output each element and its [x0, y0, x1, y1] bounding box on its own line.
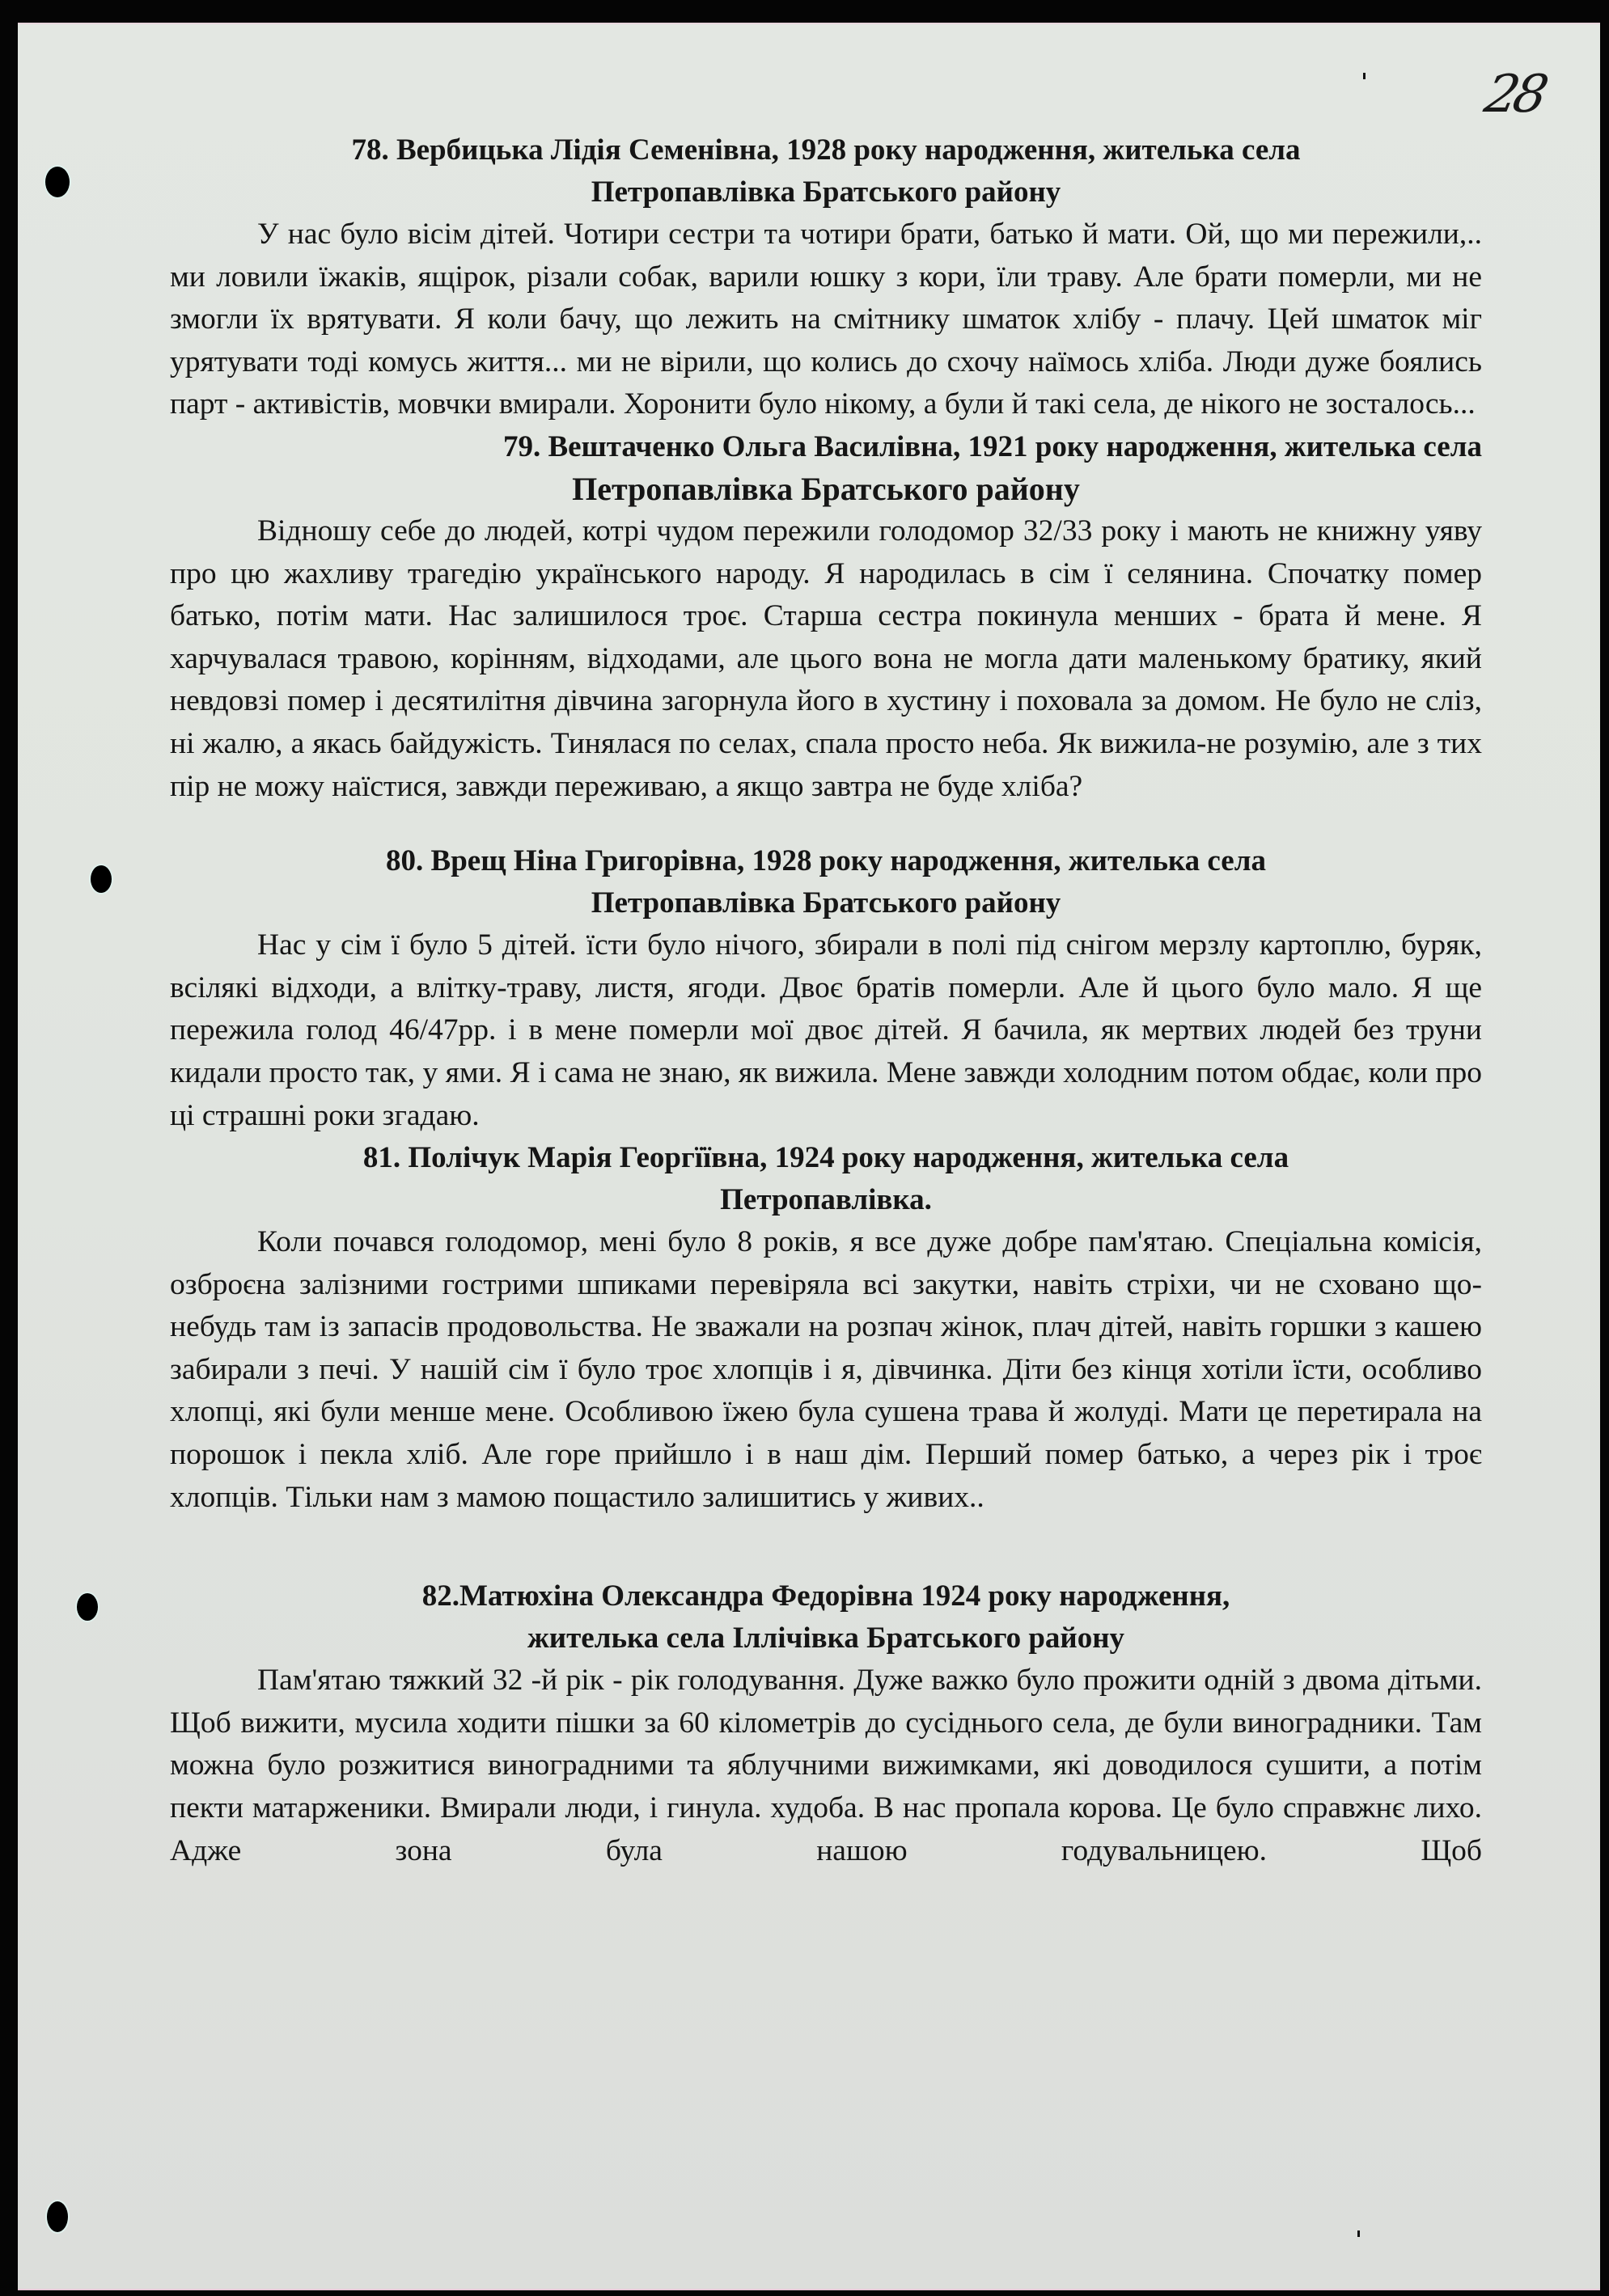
punch-hole [45, 167, 70, 197]
testimony-81 [170, 1137, 1482, 1519]
heading-line-2: Петропавлівка Братського району [572, 470, 1080, 507]
testimony-text: Коли почався голодомор, мені було 8 років, я все дуже добре пам'ятаю. Спеціальна комісія, озброєна залізними гострими шпиками перевіряла всі закутки, навіть стріхи, чи не сховано що-небудь там із запасів продовольства. Не зважали на розпач жінок, плач дітей, навіть горшки з кашею забирали з печі. У нашій сім ї було троє хлопців і я, дівчинка. Діти без кінця хотіли їсти, особливо хлопці, які були менше мене. Особливою їжею була сушена трава й жолуді. Мати це перетирала на порошок і пекла хліб. Але горе прийшло і в наш дім. Перший помер батько, а через рік і троє хлопців. Тільки нам з мамою пощастило залишитись у живих.. [170, 1225, 1482, 1514]
testimony-82 [170, 1575, 1482, 1872]
testimony-79 [170, 426, 1482, 808]
section-spacer [170, 1519, 1482, 1575]
testimony-78 [170, 129, 1482, 426]
testimony-heading [170, 1137, 1482, 1221]
section-spacer [170, 808, 1482, 840]
testimony-heading [170, 840, 1482, 924]
heading-line-2: жителька села Іллічівка Братського району [527, 1622, 1125, 1655]
testimony-text: У нас було вісім дітей. Чотири сестри та чотири брати, батько й мати. Ой, що ми пережили,.. ми ловили їжаків, ящірок, різали собак, варили юшку з кори, їли траву. Але брати померли, ми не змогли їх врятувати. Я коли бачу, що лежить на смітнику шматок хлібу - плачу. Цей шматок міг урятувати тоді комусь життя... ми не вірили, що колись до схочу наїмось хліба. Люди дуже боялись парт - активістів, мовчки вмирали. Хоронити було нікому, а були й такі села, де нікого не зосталось... [170, 218, 1482, 421]
testimony-heading [170, 129, 1482, 214]
ink-speck [1363, 73, 1366, 79]
punch-hole [47, 2201, 68, 2232]
heading-line-1: 81. Полічук Марія Георгїївна, 1924 року народження, жителька села [362, 1141, 1289, 1175]
handwritten-page-number: 28 [1480, 65, 1549, 125]
ink-speck [1357, 2230, 1360, 2237]
testimony-text: Нас у сім ї було 5 дітей. їсти було нічого, збирали в полі під снігом мерзлу картоплю, буряк, всілякі відходи, а влітку-траву, листя, ягоди. Двоє братів померли. Але й цього було мало. Я ще пережила голод 46/47рр. і в мене померли мої двоє дітей. Я бачила, як мертвих людей без труни кидали просто так, у ями. Я і сама не знаю, як вижила. Мене завжди холодним потом обдає, коли про ці страшні роки згадаю. [170, 928, 1482, 1132]
heading-line-1: 79. Вештаченко Ольга Василівна, 1921 року народження, жителька села [502, 429, 1482, 463]
document-content [170, 129, 1482, 1872]
testimony-heading [170, 426, 1482, 510]
heading-line-1: 82.Матюхіна Олександра Федорівна 1924 року народження, [421, 1579, 1230, 1613]
testimony-80 [170, 840, 1482, 1137]
punch-hole [91, 865, 112, 893]
testimony-heading [170, 1575, 1482, 1660]
punch-hole [77, 1593, 98, 1621]
heading-line-2: Петропавлівка. [720, 1183, 932, 1217]
heading-line-2: Петропавлівка Братського району [591, 175, 1061, 209]
heading-line-1: 80. Врещ Ніна Григорівна, 1928 року народження, жителька села [386, 844, 1266, 878]
heading-line-1: 78. Вербицька Лідія Семенівна, 1928 року народження, жителька села [351, 133, 1301, 167]
testimony-text: Відношу себе до людей, котрі чудом пережили голодомор 32/33 року і мають не книжну уяву про цю жахливу трагедію українського народу. Я народилась в сім ї селянина. Спочатку помер батько, потім мати. Нас залишилося троє. Старша сестра покинула менших - брата й мене. Я харчувалася травою, корінням, відходами, але цього вона не могла дати маленькому братику, який невдовзі помер і десятилітня дівчина загорнула його в хустину і поховала за домом. Не було не сліз, ні жалю, а якась байдужість. Тинялася по селах, спала просто неба. Як вижила-не розумію, але з тих пір не можу наїстися, завжди переживаю, а якщо завтра не буде хліба? [170, 514, 1482, 803]
heading-line-2: Петропавлівка Братського району [591, 886, 1061, 920]
testimony-text: Пам'ятаю тяжкий 32 -й рік - рік голодування. Дуже важко було прожити одній з двома дітьми. Щоб вижити, мусила ходити пішки за 60 кілометрів до сусіднього села, де були виноградники. Там можна було розжитися виноградними та яблучними вижимками, які доводилося сушити, а потім пекти матарженики. Вмирали люди, і гинула. худоба. В нас пропала корова. Це було справжнє лихо. Адже зона була нашою годувальницею. Щоб [170, 1664, 1482, 1867]
